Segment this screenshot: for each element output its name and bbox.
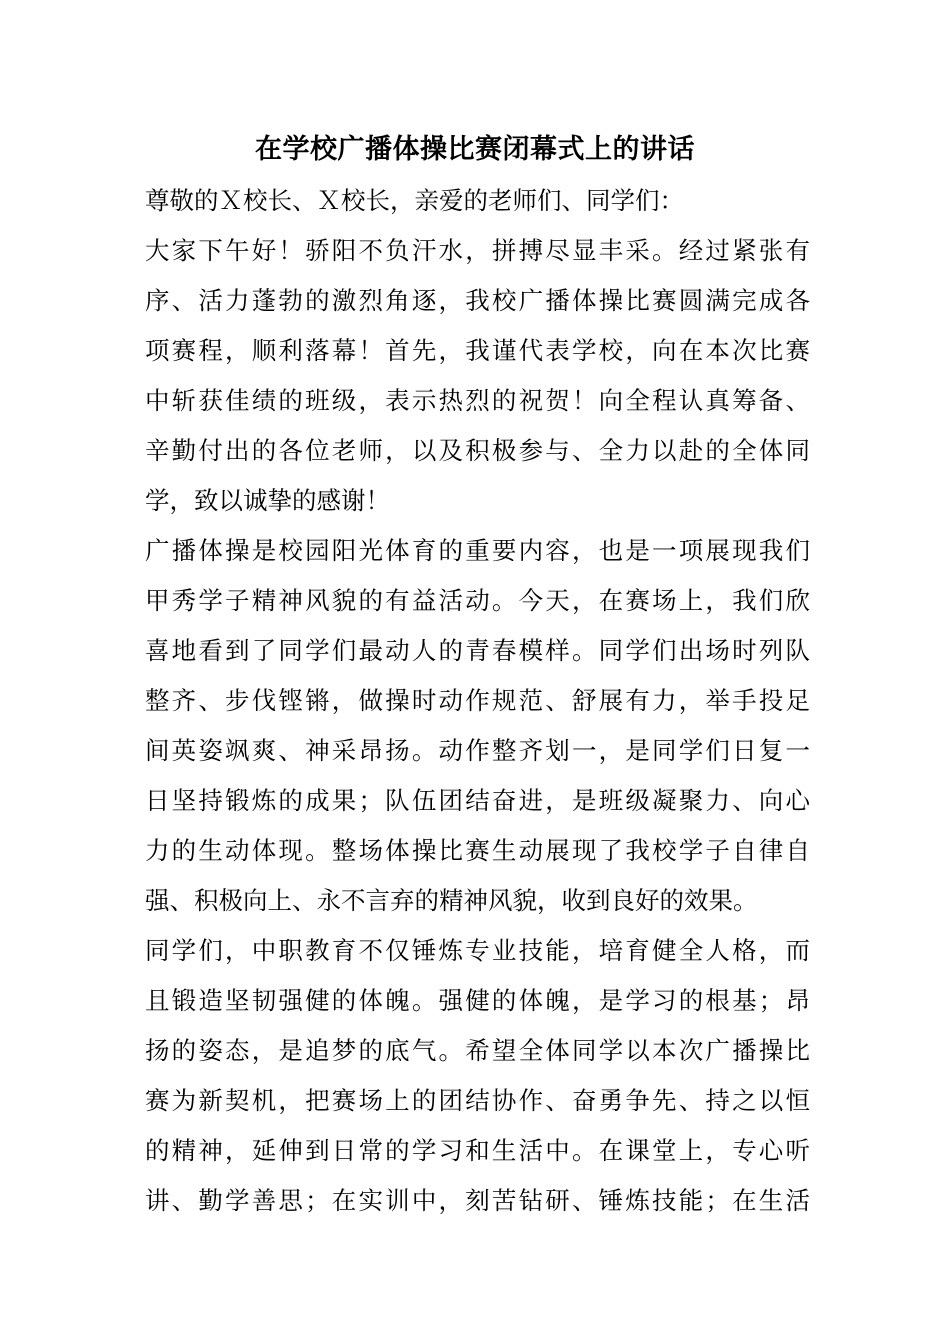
body-line: 间英姿飒爽、神采昂扬。动作整齐划一，是同学们日复一 xyxy=(145,736,810,765)
body-line: 扬的姿态，是追梦的底气。希望全体同学以本次广播操比 xyxy=(145,1036,810,1065)
body-line: 中斩获佳绩的班级，表示热烈的祝贺！向全程认真筹备、 xyxy=(145,386,810,415)
document-title: 在学校广播体操比赛闭幕式上的讲话 xyxy=(255,134,695,165)
body-line: 讲、勤学善思；在实训中，刻苦钻研、锤炼技能；在生活 xyxy=(145,1186,810,1215)
body-line: 大家下午好！骄阳不负汗水，拼搏尽显丰采。经过紧张有 xyxy=(145,236,810,265)
body-line: 广播体操是校园阳光体育的重要内容，也是一项展现我们 xyxy=(145,536,810,565)
body-line: 整齐、步伐铿锵，做操时动作规范、舒展有力，举手投足 xyxy=(145,686,810,715)
salutation-line: 尊敬的Ｘ校长、Ｘ校长，亲爱的老师们、同学们： xyxy=(145,186,684,215)
body-line: 辛勤付出的各位老师，以及积极参与、全力以赴的全体同 xyxy=(145,436,810,465)
body-line: 甲秀学子精神风貌的有益活动。今天，在赛场上，我们欣 xyxy=(145,586,810,615)
body-line: 喜地看到了同学们最动人的青春模样。同学们出场时列队 xyxy=(145,636,810,665)
body-line: 同学们，中职教育不仅锤炼专业技能，培育健全人格，而 xyxy=(145,936,810,965)
body-line: 强、积极向上、永不言弃的精神风貌，收到良好的效果。 xyxy=(145,886,758,915)
body-line: 学，致以诚挚的感谢！ xyxy=(145,486,390,515)
body-line: 的精神，延伸到日常的学习和生活中。在课堂上，专心听 xyxy=(145,1136,810,1165)
body-line: 力的生动体现。整场体操比赛生动展现了我校学子自律自 xyxy=(145,836,810,865)
body-line: 日坚持锻炼的成果；队伍团结奋进，是班级凝聚力、向心 xyxy=(145,786,810,815)
body-line: 且锻造坚韧强健的体魄。强健的体魄，是学习的根基；昂 xyxy=(145,986,810,1015)
body-line: 赛为新契机，把赛场上的团结协作、奋勇争先、持之以恒 xyxy=(145,1086,810,1115)
body-line: 序、活力蓬勃的激烈角逐，我校广播体操比赛圆满完成各 xyxy=(145,286,810,315)
body-line: 项赛程，顺利落幕！首先，我谨代表学校，向在本次比赛 xyxy=(145,336,810,365)
